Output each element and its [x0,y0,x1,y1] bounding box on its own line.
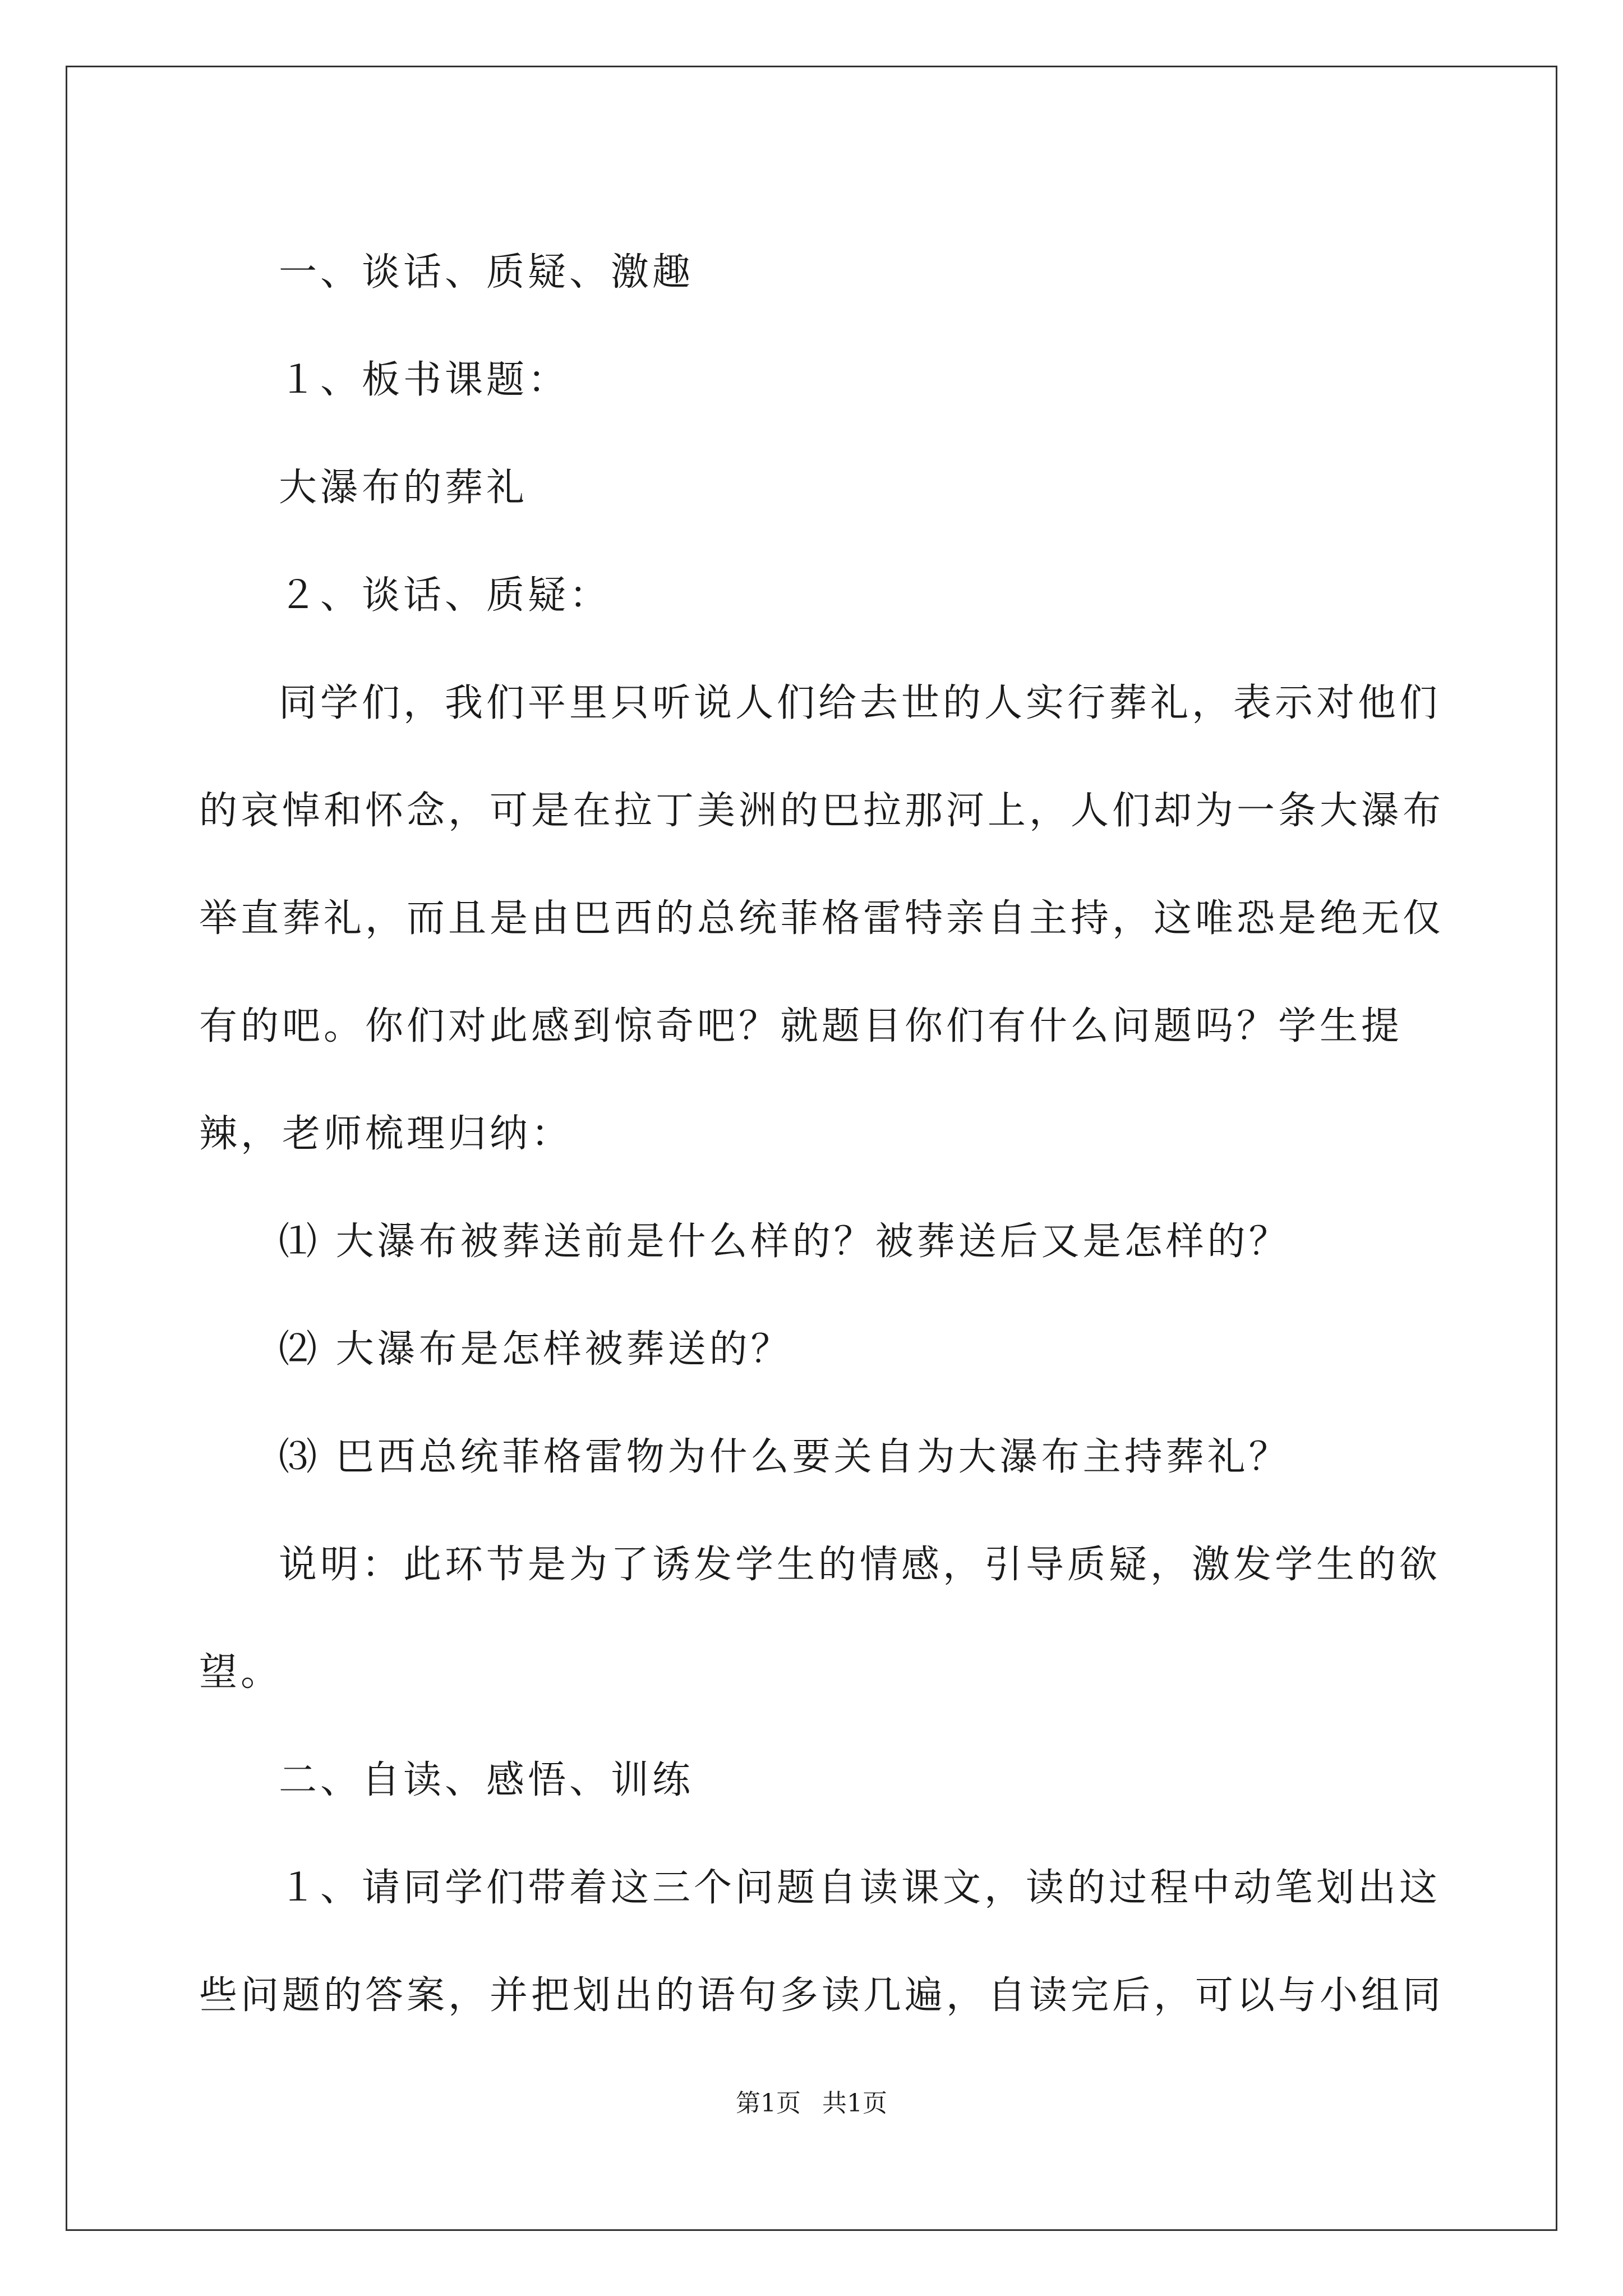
page-total: 共1页 [822,2089,887,2118]
question-item: ⑶ 巴西总统菲格雷物为什么要关自为大瀑布主持葬礼？ [279,1435,1290,1479]
section-heading: 二、自读、感悟、训练 [279,1758,694,1802]
body-paragraph: 同学们，我们平里只听说人们给去世的人实行葬礼，表示对他们的哀悼和怀念，可是在拉丁美洲的巴拉那河上，人们却为一条大瀑布举直葬礼，而且是由巴西的总统菲格雷特亲自主持，这唯恐是绝无仅有的吧。你们对此感到惊奇吧？就题目你们有什么问题吗？学生提辣，老师梳理归纳： [199,681,1445,1156]
list-item: １、请同学们带着这三个问题自读课文，读的过程中动笔划出这些问题的答案，并把划出的语句多读几遍，自读完后，可以与小组同 [199,1866,1445,2018]
document-body [199,219,1450,2050]
page-footer [0,2087,1623,2120]
list-item: １、板书课题： [279,358,570,402]
list-item: ２、谈话、质疑： [279,573,611,618]
lesson-title: 大瀑布的葬礼 [279,466,528,510]
question-item: ⑵ 大瀑布是怎样被葬送的？ [279,1327,792,1372]
question-item: ⑴ 大瀑布被葬送前是什么样的？被葬送后又是怎样的？ [279,1220,1290,1264]
section-heading: 一、谈话、质疑、激趣 [279,250,694,295]
page-number: 第1页 [736,2089,801,2118]
note-paragraph: 说明：此环节是为了诱发学生的情感，引导质疑，激发学生的欲望。 [199,1543,1441,1695]
